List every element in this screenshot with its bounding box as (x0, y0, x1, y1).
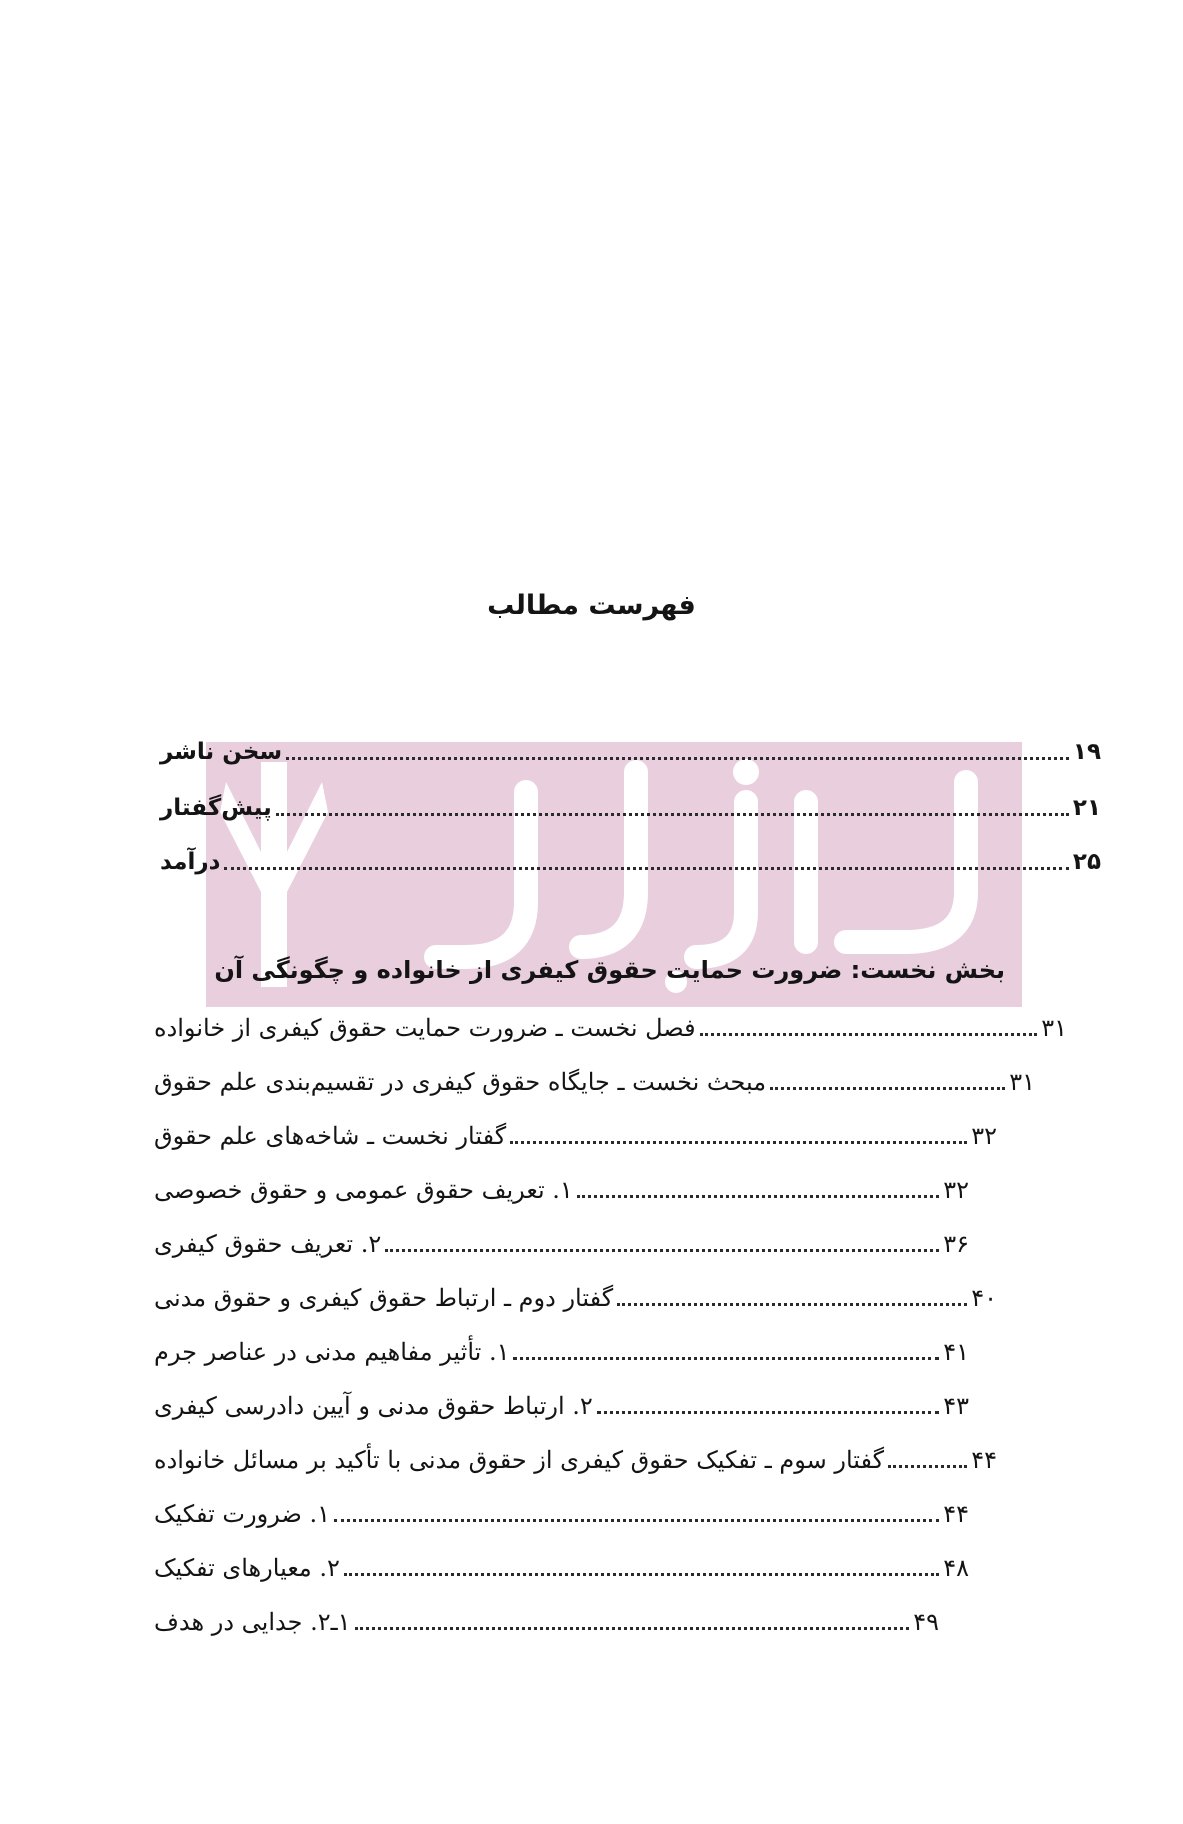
toc-entry-label: ۱. تأثیر مفاهیم مدنی در عناصر جرم (154, 1338, 510, 1366)
toc-entry-label: مبحث نخست ـ جایگاه حقوق کیفری در تقسیم‌بندی علم حقوق (154, 1068, 767, 1096)
toc-entry-label: ۱ـ۲. جدایی در هدف (154, 1608, 351, 1636)
dot-leader (770, 1087, 1005, 1090)
toc-entry-label: ۱. تعریف حقوق عمومی و حقوق خصوصی (154, 1176, 573, 1204)
dot-leader (700, 1033, 1038, 1036)
toc-entry[interactable] (160, 838, 1101, 878)
dot-leader (513, 1357, 939, 1360)
toc-entry-label: سخن ناشر (160, 739, 283, 765)
page-title: فهرست مطالب (487, 590, 696, 621)
part-heading: بخش نخست: ضرورت حمایت حقوق کیفری از خانواده و چگونگی آن (214, 956, 1005, 984)
toc-entry-label: گفتار دوم ـ ارتباط حقوق کیفری و حقوق مدنی (154, 1284, 614, 1312)
toc-entry-label: ۲. ارتباط حقوق مدنی و آیین دادرسی کیفری (154, 1392, 593, 1420)
toc-entry[interactable] (154, 1274, 997, 1314)
toc-entry-label: ۱. ضرورت تفکیک (154, 1500, 330, 1528)
toc-entry[interactable] (154, 1382, 969, 1422)
dot-leader (510, 1141, 967, 1144)
dot-leader (286, 757, 1069, 760)
toc-entry-page: ۱۹ (1072, 739, 1101, 765)
toc-entry-label: ۲. معیارهای تفکیک (154, 1554, 340, 1582)
toc-entry[interactable] (160, 784, 1101, 824)
toc-entry-label: گفتار سوم ـ تفکیک حقوق کیفری از حقوق مدنی با تأکید بر مسائل خانواده (154, 1446, 885, 1474)
dot-leader (355, 1627, 910, 1630)
dot-leader (385, 1249, 939, 1252)
toc-entry[interactable] (160, 728, 1101, 768)
toc-entry-label: گفتار نخست ـ شاخه‌های علم حقوق (154, 1122, 507, 1150)
toc-entry-page: ۴۴ (943, 1500, 969, 1528)
toc-entry-page: ۴۰ (971, 1284, 997, 1312)
dot-leader (344, 1573, 939, 1576)
dot-leader (617, 1303, 967, 1306)
dot-leader (577, 1195, 939, 1198)
dot-leader (888, 1465, 967, 1468)
toc-entry-page: ۴۳ (943, 1392, 969, 1420)
toc-entry-page: ۳۲ (971, 1122, 997, 1150)
toc-entry[interactable] (154, 1166, 969, 1206)
toc-entry-page: ۴۸ (943, 1554, 969, 1582)
toc-entry-page: ۲۱ (1072, 795, 1101, 821)
toc-entry-page: ۳۲ (943, 1176, 969, 1204)
toc-entry[interactable] (154, 1544, 969, 1584)
toc-entry-label: ۲. تعریف حقوق کیفری (154, 1230, 382, 1258)
toc-entry-label: فصل نخست ـ ضرورت حمایت حقوق کیفری از خانواده (154, 1014, 696, 1042)
toc-entry-label: پیش‌گفتار (160, 795, 272, 821)
toc-entry[interactable] (154, 1436, 997, 1476)
dot-leader (334, 1519, 939, 1522)
toc-entry[interactable] (154, 1490, 969, 1530)
toc-entry[interactable] (154, 1004, 1067, 1044)
toc-entry-page: ۳۱ (1009, 1068, 1035, 1096)
toc-entry[interactable] (154, 1112, 997, 1152)
toc-entry-label: درآمد (160, 849, 221, 875)
toc-entry-page: ۳۶ (943, 1230, 969, 1258)
toc-entry[interactable] (154, 1220, 969, 1260)
dot-leader (224, 867, 1068, 870)
dot-leader (276, 813, 1069, 816)
toc-entry[interactable] (154, 1598, 939, 1638)
toc-entry-page: ۴۴ (971, 1446, 997, 1474)
toc-entry[interactable] (154, 1328, 969, 1368)
toc-entry-page: ۴۹ (913, 1608, 939, 1636)
toc-entry-page: ۲۵ (1072, 849, 1101, 875)
toc-entry-page: ۳۱ (1041, 1014, 1067, 1042)
dot-leader (597, 1411, 939, 1414)
toc-entry[interactable] (154, 1058, 1035, 1098)
toc-entry-page: ۴۱ (943, 1338, 969, 1366)
